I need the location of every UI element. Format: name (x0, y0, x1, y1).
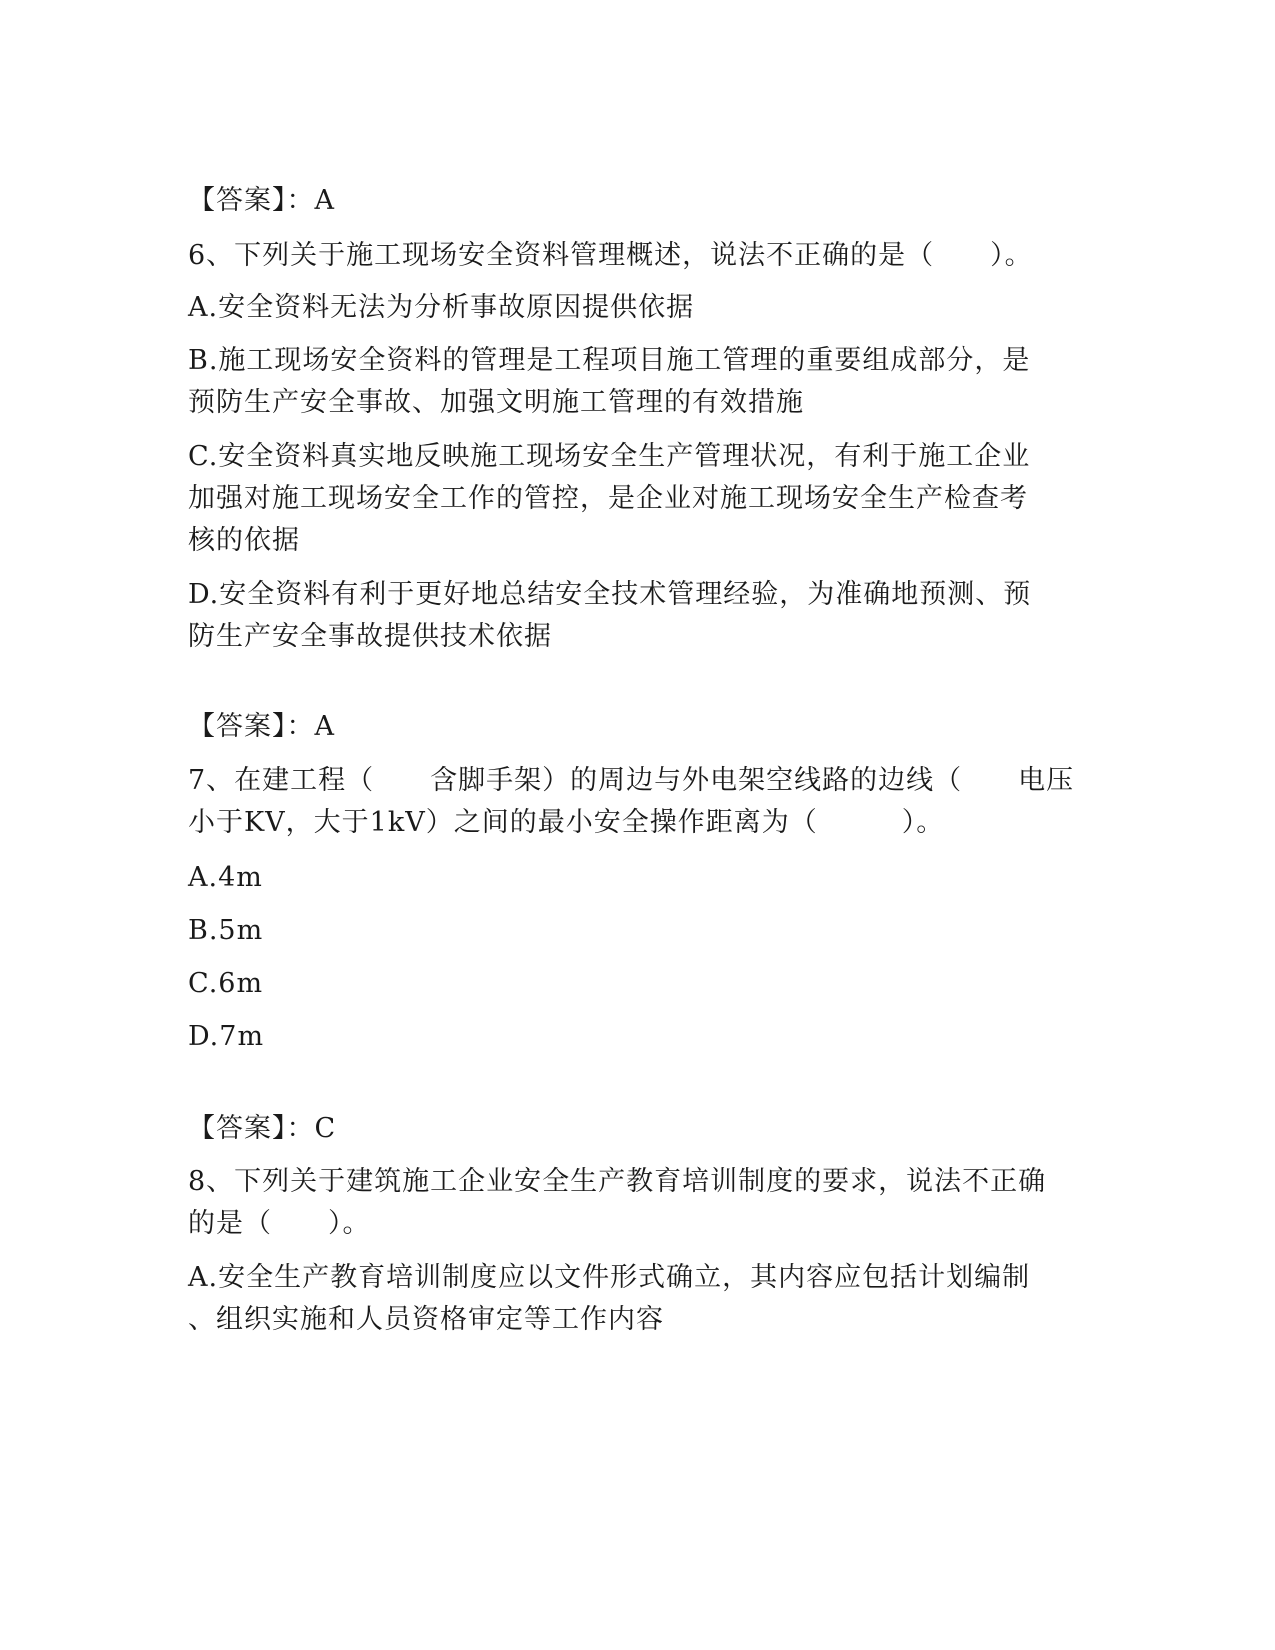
question-8-option-a-line-2: 、组织实施和人员资格审定等工作内容 (188, 1304, 664, 1335)
question-6-option-c-line-1: C.安全资料真实地反映施工现场安全生产管理状况，有利于施工企业 (188, 441, 1031, 472)
question-6-option-a: A.安全资料无法为分析事故原因提供依据 (188, 292, 695, 323)
question-6-option-d-line-1: D.安全资料有利于更好地总结安全技术管理经验，为准确地预测、预 (188, 579, 1032, 610)
answer-6: 【答案】：A (188, 711, 335, 742)
question-7-option-c: C.6m (188, 968, 264, 999)
answer-5: 【答案】：A (188, 185, 335, 216)
question-7-option-a: A.4m (188, 862, 263, 893)
question-8-stem-line-2: 的是（ ）。 (188, 1208, 371, 1239)
question-8-stem-line-1: 8、下列关于建筑施工企业安全生产教育培训制度的要求，说法不正确 (188, 1166, 1047, 1197)
answer-7: 【答案】：C (188, 1113, 337, 1144)
question-6-option-b-line-1: B.施工现场安全资料的管理是工程项目施工管理的重要组成部分，是 (188, 345, 1031, 376)
question-6-option-c-line-3: 核的依据 (188, 525, 300, 556)
question-7-option-b: B.5m (188, 915, 264, 946)
question-7-stem-line-2: 小于KV，大于1kV）之间的最小安全操作距离为（ ）。 (188, 807, 945, 838)
question-6-option-d-line-2: 防生产安全事故提供技术依据 (188, 621, 552, 652)
question-6-option-b-line-2: 预防生产安全事故、加强文明施工管理的有效措施 (188, 387, 804, 418)
question-8-option-a-line-1: A.安全生产教育培训制度应以文件形式确立，其内容应包括计划编制 (188, 1262, 1031, 1293)
question-7-stem-line-1: 7、在建工程（ 含脚手架）的周边与外电架空线路的边线（ 电压 (188, 765, 1075, 796)
question-7-option-d: D.7m (188, 1021, 265, 1052)
question-6-stem: 6、下列关于施工现场安全资料管理概述，说法不正确的是（ ）。 (188, 240, 1033, 271)
question-6-option-c-line-2: 加强对施工现场安全工作的管控，是企业对施工现场安全生产检查考 (188, 483, 1028, 514)
